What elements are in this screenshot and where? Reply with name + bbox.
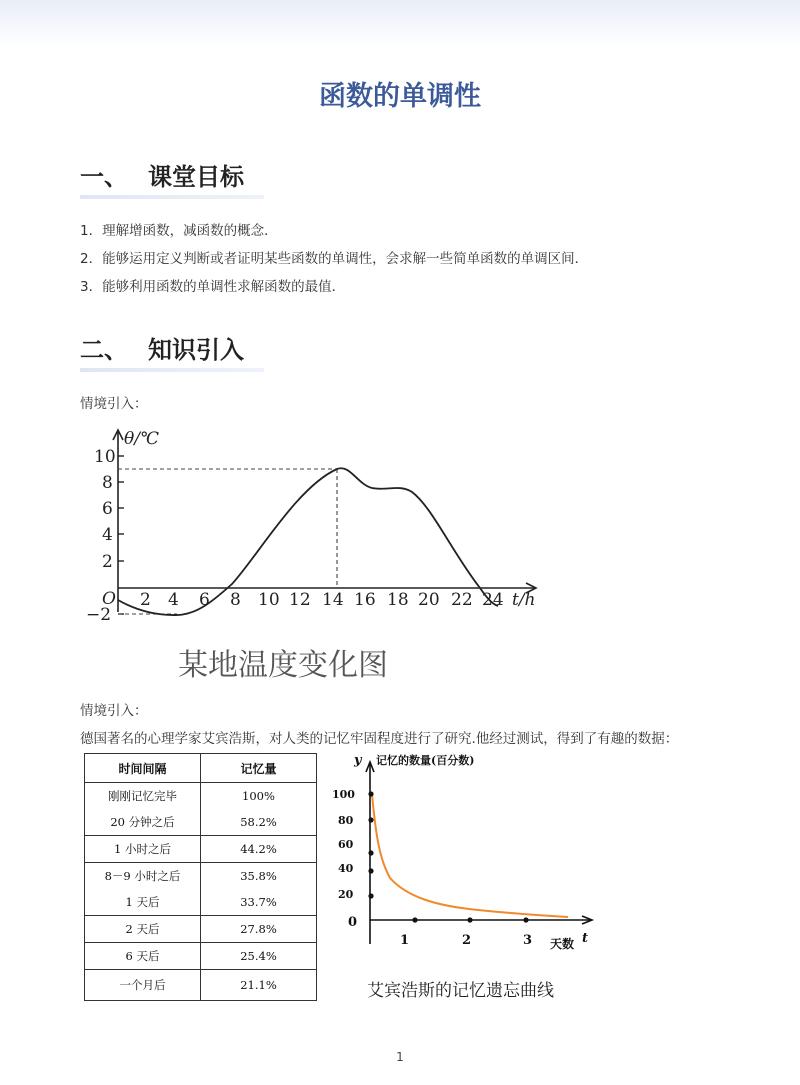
scenario-text: 德国著名的心理学家艾宾浩斯，对人类的记忆牢固程度进行了研究.他经过测试，得到了有趣的数据： <box>80 731 679 747</box>
x-tick-label: 12 <box>289 590 311 610</box>
x-axis-label: 天数 <box>550 937 575 951</box>
x-tick-label: 8 <box>230 590 241 610</box>
time-cell: 一个月后 <box>119 978 166 992</box>
time-cell: 2 天后 <box>125 922 160 936</box>
y-tick-label: 80 <box>338 814 354 827</box>
x-tick-label: 24 <box>482 590 504 610</box>
x-tick-label: 2 <box>462 933 472 948</box>
data-point <box>368 817 373 822</box>
section-number: 二、 <box>80 336 128 364</box>
data-point <box>368 893 373 898</box>
table-row <box>85 970 317 1001</box>
x-axis-label: t/h <box>512 590 536 610</box>
data-point <box>368 868 373 873</box>
y-axis-label: 记忆的数量(百分数) <box>376 754 475 767</box>
forgetting-curve-chart <box>328 748 598 963</box>
time-cell: 1 天后 <box>125 895 160 909</box>
x-tick-label: 10 <box>258 590 280 610</box>
y-tick-label: 100 <box>332 788 355 801</box>
page-title: 函数的单调性 <box>319 81 481 112</box>
section-underline <box>80 195 264 199</box>
x-tick-label: 2 <box>140 590 151 610</box>
x-tick-label: 20 <box>418 590 440 610</box>
forgetting-curve <box>372 794 568 917</box>
value-cell: 21.1% <box>240 978 277 992</box>
time-cell: 6 天后 <box>125 949 160 963</box>
x-tick-label: 1 <box>400 933 410 948</box>
section-number: 一、 <box>80 163 128 191</box>
table-row <box>85 863 317 916</box>
x-tick-label: 16 <box>354 590 376 610</box>
y-tick-label: 8 <box>102 473 113 493</box>
data-point <box>368 791 373 796</box>
data-point <box>368 850 373 855</box>
value-cell: 33.7% <box>240 895 277 909</box>
table-header-row <box>85 754 317 783</box>
time-cell: 1 小时之后 <box>114 842 171 856</box>
time-cell: 20 分钟之后 <box>110 815 175 829</box>
x-tick-label: 6 <box>199 590 210 610</box>
table-row <box>85 943 317 970</box>
table-header: 记忆量 <box>201 754 317 783</box>
value-cell: 58.2% <box>240 815 277 829</box>
y-tick-label: 2 <box>102 552 113 572</box>
x-tick-label: 22 <box>451 590 473 610</box>
table-row <box>85 836 317 863</box>
y-tick-label: 10 <box>94 447 116 467</box>
header-band <box>0 0 800 48</box>
data-point <box>412 917 417 922</box>
data-point <box>523 917 528 922</box>
temperature-chart-caption: 某地温度变化图 <box>178 648 388 683</box>
memory-table <box>84 753 317 1001</box>
time-cell: 刚刚记忆完毕 <box>108 789 177 803</box>
y-tick-label: 20 <box>338 888 354 901</box>
x-tick-label: 4 <box>168 590 179 610</box>
x-tick-label: 3 <box>523 933 533 948</box>
table-header: 时间间隔 <box>85 754 201 783</box>
y-tick-label: 60 <box>338 838 354 851</box>
goal-item-3: 3．能够利用函数的单调性求解函数的最值． <box>80 279 346 295</box>
goal-item-2: 2．能够运用定义判断或者证明某些函数的单调性，会求解一些简单函数的单调区间． <box>80 251 589 267</box>
x-axis-letter: t <box>582 931 589 946</box>
y-tick-label: −2 <box>86 605 112 625</box>
origin-label: 0 <box>348 915 358 930</box>
temperature-chart <box>82 412 552 644</box>
origin-label: O <box>102 589 116 609</box>
page-number: 1 <box>396 1050 404 1064</box>
table-row <box>85 783 317 836</box>
scenario-label-2: 情境引入： <box>80 703 148 719</box>
y-tick-label: 4 <box>102 525 113 545</box>
section-label: 知识引入 <box>148 336 244 364</box>
data-point <box>467 917 472 922</box>
scenario-label-1: 情境引入： <box>80 396 148 412</box>
section-underline <box>80 368 264 372</box>
forgetting-curve-caption: 艾宾浩斯的记忆遗忘曲线 <box>367 981 554 1001</box>
value-cell: 44.2% <box>240 842 277 856</box>
y-axis-label: θ/℃ <box>124 429 159 449</box>
y-tick-label: 40 <box>338 862 354 875</box>
x-tick-label: 18 <box>387 590 409 610</box>
value-cell: 35.8% <box>240 869 277 883</box>
y-tick-label: 6 <box>102 499 113 519</box>
time-cell: 8－9 小时之后 <box>104 869 181 883</box>
x-tick-label: 14 <box>322 590 344 610</box>
y-axis-letter: y <box>354 753 362 768</box>
section-heading-goals <box>80 157 244 192</box>
section-heading-intro <box>80 330 244 365</box>
table-row <box>85 916 317 943</box>
section-label: 课堂目标 <box>148 163 244 191</box>
value-cell: 25.4% <box>240 949 277 963</box>
value-cell: 100% <box>242 789 275 803</box>
goal-item-1: 1．理解增函数，减函数的概念． <box>80 223 278 239</box>
value-cell: 27.8% <box>240 922 277 936</box>
